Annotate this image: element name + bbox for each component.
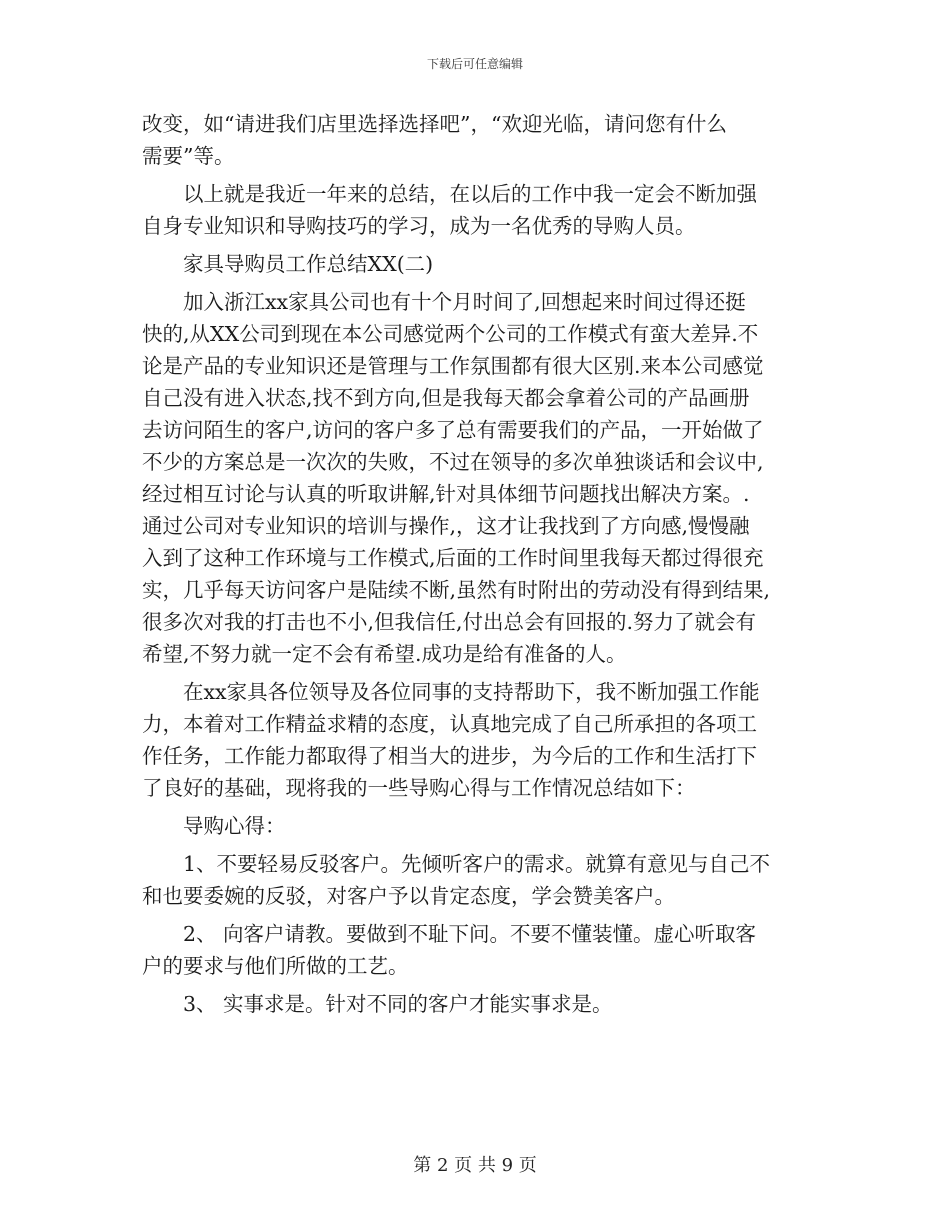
text-line: 1、不要轻易反驳客户。先倾听客户的需求。就算有意见与自己不 <box>183 852 771 876</box>
text-line: 作任务，工作能力都取得了相当大的进步，为今后的工作和生活打下 <box>142 744 757 768</box>
text-line: 实，几乎每天访问客户是陆续不断,虽然有时附出的劳动没有得到结果, <box>142 578 771 602</box>
text-line: 和也要委婉的反驳，对客户予以肯定态度，学会赞美客户。 <box>142 884 675 908</box>
text-line: 力，本着对工作精益求精的态度，认真地完成了自己所承担的各项工 <box>142 712 757 736</box>
text-line: 导购心得： <box>183 814 286 838</box>
page-number: 第 2 页 共 9 页 <box>413 1155 537 1176</box>
text-line: 2、 向客户请教。要做到不耻下问。不要不懂装懂。虚心听取客 <box>183 922 757 946</box>
text-line: 不少的方案总是一次次的失败，不过在领导的多次单独谈话和会议中, <box>142 450 764 474</box>
text-line: 改变，如“请进我们店里选择选择吧”，“欢迎光临，请问您有什么 <box>142 112 727 136</box>
text-line: 希望,不努力就一定不会有希望.成功是给有准备的人。 <box>142 642 627 666</box>
text-line: 家具导购员工作总结XX(二) <box>183 252 434 276</box>
page-header-note: 下载后可任意编辑 <box>426 57 523 71</box>
text-line: 自身专业知识和导购技巧的学习，成为一名优秀的导购人员。 <box>142 214 696 238</box>
text-line: 很多次对我的打击也不小,但我信任,付出总会有回报的.努力了就会有 <box>142 610 757 634</box>
text-line: 加入浙江xx家具公司也有十个月时间了,回想起来时间过得还挺 <box>183 290 746 314</box>
text-line: 去访问陌生的客户,访问的客户多了总有需要我们的产品，一开始做了 <box>142 418 764 442</box>
text-line: 以上就是我近一年来的总结，在以后的工作中我一定会不断加强 <box>183 182 757 206</box>
text-line: 需要”等。 <box>142 144 235 168</box>
text-line: 通过公司对专业知识的培训与操作,，这才让我找到了方向感,慢慢融 <box>142 514 750 538</box>
text-line: 了良好的基础，现将我的一些导购心得与工作情况总结如下： <box>142 776 696 800</box>
text-line: 户的要求与他们所做的工艺。 <box>142 954 409 978</box>
text-line: 快的,从XX公司到现在本公司感觉两个公司的工作模式有蛮大差异.不 <box>142 322 759 346</box>
text-line: 在xx家具各位领导及各位同事的支持帮助下，我不断加强工作能 <box>183 680 760 704</box>
text-line: 经过相互讨论与认真的听取讲解,针对具体细节问题找出解决方案。. <box>142 482 750 506</box>
text-line: 3、 实事求是。针对不同的客户才能实事求是。 <box>183 992 613 1016</box>
document-body <box>142 108 818 1020</box>
text-line: 论是产品的专业知识还是管理与工作氛围都有很大区别.来本公司感觉 <box>142 354 764 378</box>
text-line: 自己没有进入状态,找不到方向,但是我每天都会拿着公司的产品画册 <box>142 386 750 410</box>
text-line: 入到了这种工作环境与工作模式,后面的工作时间里我每天都过得很充 <box>142 546 764 570</box>
